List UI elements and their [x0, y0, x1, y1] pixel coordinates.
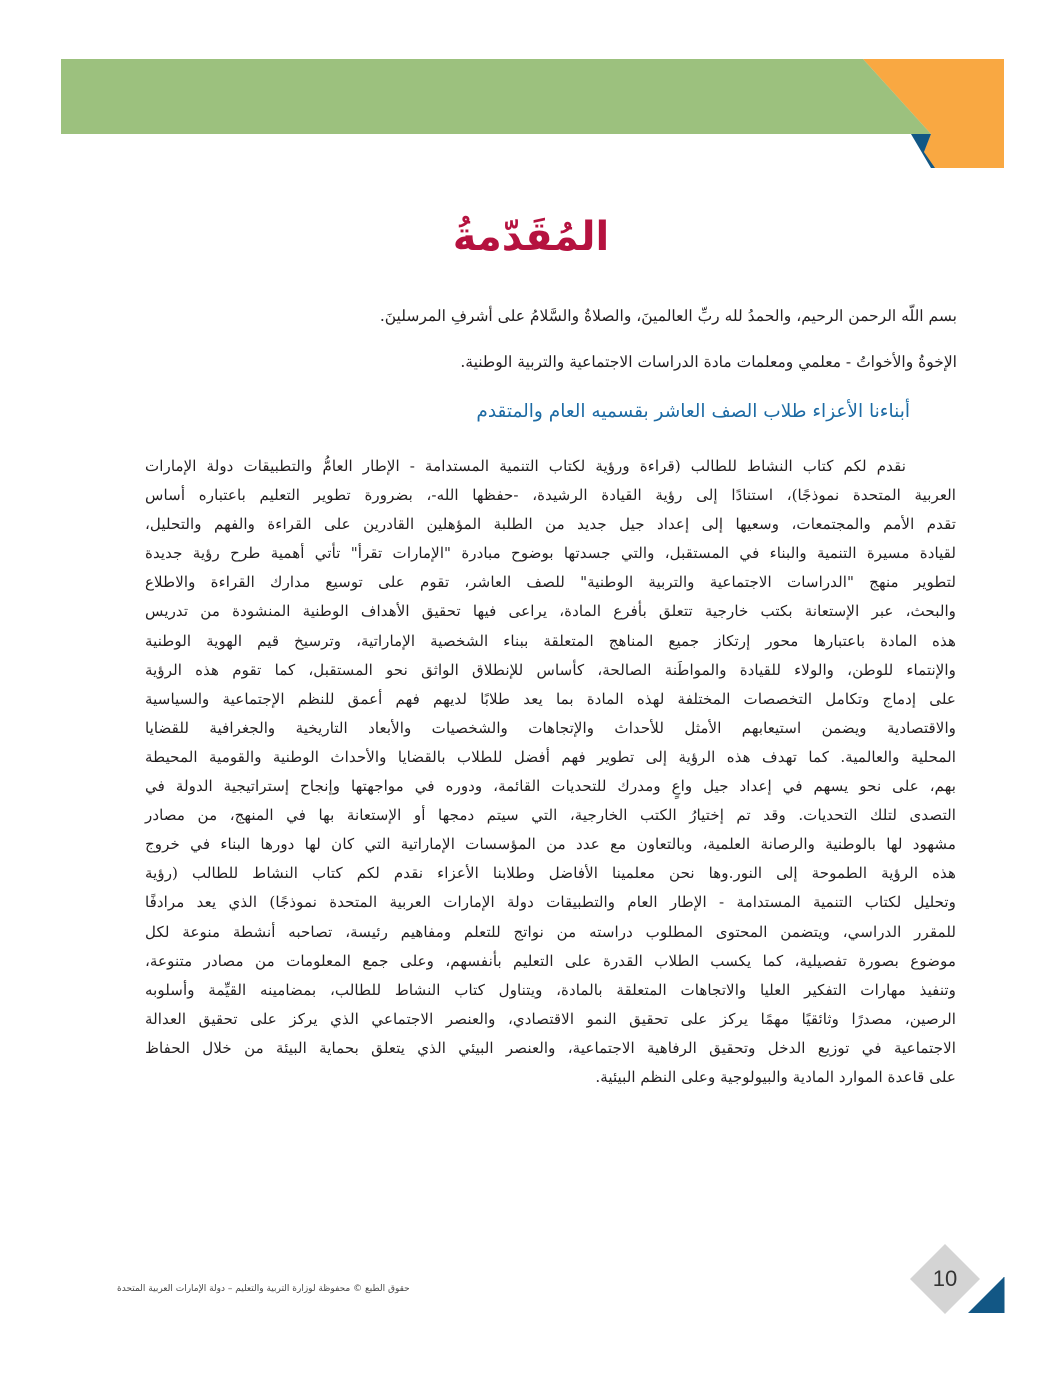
body-line: وتنفيذ مهارات التفكير العليا والاتجاهات المتعلقة بالمادة، ويتناول كتاب النشاط للطالب، بمضامينه القيِّمة وأسلوبه [145, 980, 956, 999]
body-line: والاقتصادية ويضمن استيعابهم الأمثل للأحداث والإتجاهات والشخصيات والأبعاد التاريخية والجغرافية للقضايا [145, 718, 956, 737]
body-line: على قاعدة الموارد المادية والبيولوجية وعلى النظم البيئية. [595, 1067, 956, 1086]
body-line: على إدماج وتكامل التخصصات المختلفة لهذه المادة بما يعد طلابًا لديهم فهم أعمق للنظم الإجتماعية والسياسية [145, 689, 956, 708]
intro-basmala: بسم اللّه الرحمن الرحيم، والحمدُ لله ربِّ العالمينَ، والصلاةُ والسَّلامُ على أشرفِ المرسلينَ. [379, 307, 957, 325]
body-line: والإنتماء للوطن، والولاء للقيادة والمواطَنة الصالحة، كأساس للإنطلاق الواثق نحو المستقبل، كما تقوم هذه الرؤية [145, 660, 956, 679]
body-line: مشهود لها بالوطنية والرصانة العلمية، وبالتعاون مع عدد من المؤسسات الإماراتية التي كان لها دورها البناء في خروج [145, 835, 956, 854]
body-line: موضوع بصورة تفصيلية، كما يكسب الطلاب القدرة على التعليم بأنفسهم، وعلى جمع المعلومات من مصادر متنوعة، [145, 951, 956, 970]
page-title: المُقَدّمةُ [452, 214, 610, 260]
banner-green-bar [61, 59, 931, 134]
body-line: تقدم الأمم والمجتمعات، وسعيها إلى إعداد جيل جديد من الطلبة المؤهلين القادرين على القراءة والفهم والتحليل، [145, 515, 956, 534]
intro-greeting: الإخوةُ والأخواتُ - معلمي ومعلمات مادة الدراسات الاجتماعية والتربية الوطنية. [460, 353, 957, 371]
body-line: العربية المتحدة نموذجًا)، استنادًا إلى رؤية القيادة الرشيدة، -حفظها الله-، بضرورة تطوير التعليم باعتباره أساس [145, 486, 956, 505]
body-line: التصدى لتلك التحديات. وقد تم إختيارُ الكتب الخارجية، التي سيتم دمجها أو الإستعانة بها في المنهج، من مصادر [145, 806, 956, 825]
body-line: هذه الرؤية الطموحة إلى النور.وها نحن معلمينا الأفاضل وطلابنا الأعزاء نقدم لكم كتاب النشاط للطالب (رؤية [145, 864, 956, 883]
copyright-footer: حقوق الطبع © محفوظة لوزارة التربية والتعليم – دولة الإمارات العربية المتحدة [117, 1284, 410, 1294]
body-line: المحلية والعالمية. كما تهدف هذه الرؤية إلى تطوير فهم أفضل للطلاب بالقضايا والأحداث الوطنية والقومية المحيطة [145, 747, 956, 766]
section-subheading: أبناءنا الأعزاء طلاب الصف العاشر بقسميه العام والمتقدم [476, 401, 910, 422]
body-line: الاجتماعية في توزيع الدخل وتحقيق الرفاهية الاجتماعية، والعنصر البيئي الذي يتعلق بحماية البيئة من خلال الحفاظ [145, 1038, 956, 1057]
page-number: 10 [932, 1266, 958, 1291]
body-line: بهم، على نحو يسهم في إعداد جيل واعٍ ومدرك للتحديات القائمة، ودوره في مواجهتها وإنجاح إستراتيجية الدولة في [145, 777, 956, 796]
body-line: وتحليل لكتاب التنمية المستدامة - الإطار العام والتطبيقات دولة الإمارات العربية المتحدة نموذجًا) الذي يعد مرادفًا [145, 893, 956, 912]
body-line: والبحث، عبر الإستعانة بكتب خارجية تتعلق بأفرع المادة، يراعى فيها تحقيق الأهداف الوطنية المنشودة من تدريس [145, 602, 956, 621]
body-line: الرصين، مصدرًا وثائقيًا مهمًا يركز على تحقيق النمو الاقتصادي، والعنصر الاجتماعي الذي يركز على تحقيق العدالة [145, 1009, 956, 1028]
body-line: للمقرر الدراسي، ويتضمن المحتوى المطلوب دراسته من نواتج للتعلم ومفاهيم رئيسة، تصاحبه أنشطة منوعة لكل [145, 922, 956, 941]
body-paragraph [145, 452, 956, 1092]
body-line: هذه المادة باعتبارها محور إرتكاز جميع المناهج المتعلقة ببناء الشخصية الإماراتية، وترسيخ قيم الهوية الوطنية [145, 631, 956, 650]
body-line: نقدم لكم كتاب النشاط للطالب (قراءة ورؤية لكتاب التنمية المستدامة - الإطار العامُّ والتطبيقات دولة الإمارات [145, 457, 906, 475]
header-banner [0, 0, 1062, 180]
body-line: لتطوير منهج "الدراسات الاجتماعية والتربية الوطنية" للصف العاشر، تقوم على توسيع مدارك القراءة والاطلاع [145, 573, 956, 592]
body-line: لقيادة مسيرة التنمية والبناء في المستقبل، والتي جسدتها بوضوح مبادرة "الإمارات تقرأ" تأتي أهمية طرح رؤية جديدة [145, 544, 956, 563]
